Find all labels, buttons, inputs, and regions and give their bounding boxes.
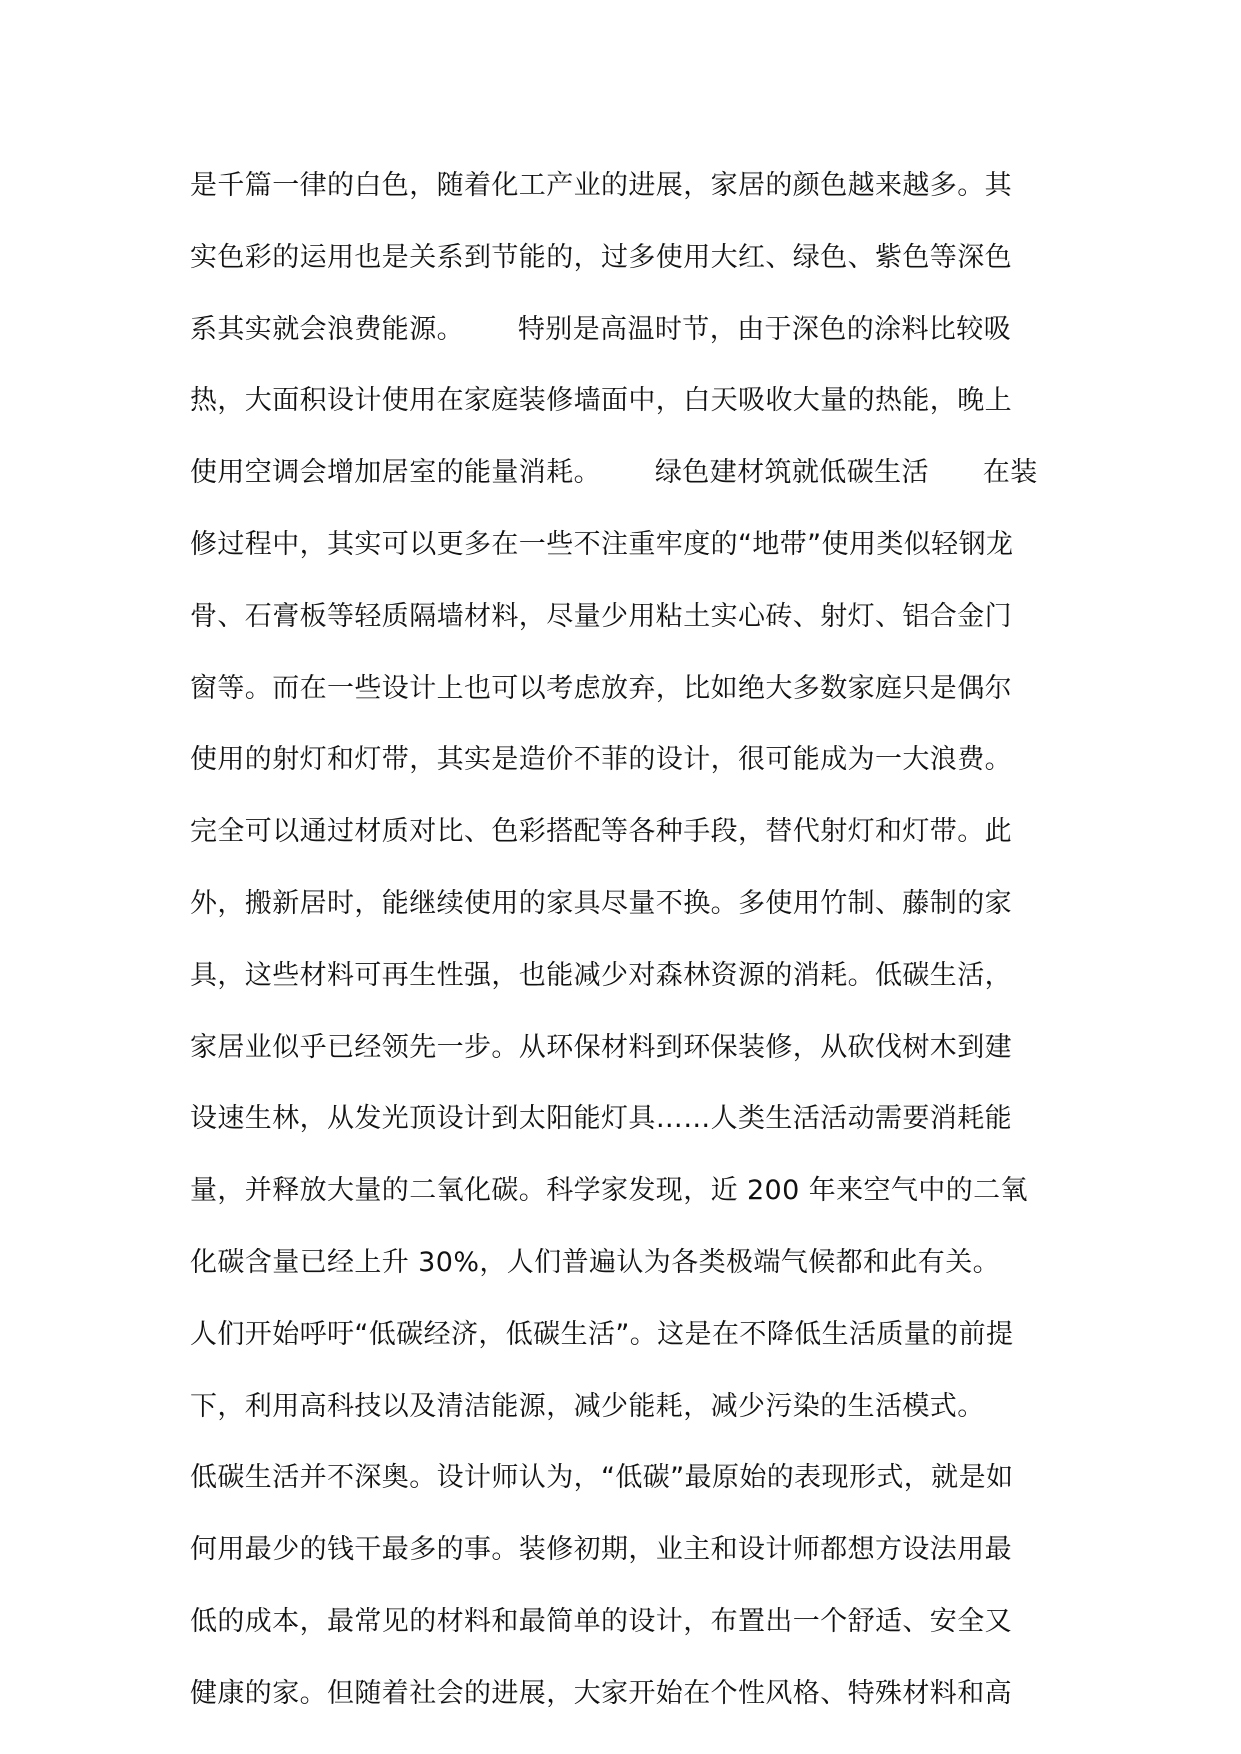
text-line: 窗等。而在一些设计上也可以考虑放弃，比如绝大多数家庭只是偶尔: [190, 672, 1012, 704]
text-line: 健康的家。但随着社会的进展，大家开始在个性风格、特殊材料和高: [190, 1677, 1012, 1709]
text-line: 设速生林，从发光顶设计到太阳能灯具……人类生活活动需要消耗能: [190, 1103, 1012, 1135]
text-line: 外，搬新居时，能继续使用的家具尽量不换。多使用竹制、藤制的家: [190, 887, 1012, 919]
text-line: 具，这些材料可再生性强，也能减少对森林资源的消耗。低碳生活，: [190, 959, 1012, 991]
text-line: 量，并释放大量的二氧化碳。科学家发现，近 200 年来空气中的二氧: [190, 1175, 1028, 1207]
text-line: 下，利用高科技以及清洁能源，减少能耗，减少污染的生活模式。: [190, 1390, 985, 1422]
text-line: 完全可以通过材质对比、色彩搭配等各种手段，替代射灯和灯带。此: [190, 816, 1012, 848]
text-line: 系其实就会浪费能源。 特别是高温时节，由于深色的涂料比较吸: [190, 313, 1012, 345]
text-line: 实色彩的运用也是关系到节能的，过多使用大红、绿色、紫色等深色: [190, 241, 1012, 273]
text-line: 低的成本，最常见的材料和最简单的设计，布置出一个舒适、安全又: [190, 1605, 1012, 1637]
text-line: 是千篇一律的白色，随着化工产业的进展，家居的颜色越来越多。其: [190, 170, 1012, 201]
text-line: 低碳生活并不深奥。设计师认为，“低碳”最原始的表现形式，就是如: [190, 1462, 1014, 1494]
text-line: 何用最少的钱干最多的事。装修初期，业主和设计师都想方设法用最: [190, 1534, 1012, 1566]
text-line: 家居业似乎已经领先一步。从环保材料到环保装修，从砍伐树木到建: [190, 1031, 1012, 1063]
text-line: 使用空调会增加居室的能量消耗。 绿色建材筑就低碳生活 在装: [190, 457, 1038, 489]
text-line: 修过程中，其实可以更多在一些不注重牢度的“地带”使用类似轻钢龙: [190, 528, 1014, 560]
text-line: 化碳含量已经上升 30%，人们普遍认为各类极端气候都和此有关。: [190, 1246, 1000, 1278]
text-line: 人们开始呼吁“低碳经济，低碳生活”。这是在不降低生活质量的前提: [190, 1318, 1014, 1350]
text-line: 热，大面积设计使用在家庭装修墙面中，白天吸收大量的热能，晚上: [190, 385, 1012, 417]
text-line: 使用的射灯和灯带，其实是造价不菲的设计，很可能成为一大浪费。: [190, 744, 1012, 776]
text-line: 骨、石膏板等轻质隔墙材料，尽量少用粘土实心砖、射灯、铝合金门: [190, 600, 1012, 632]
body-text: [190, 158, 1070, 1738]
